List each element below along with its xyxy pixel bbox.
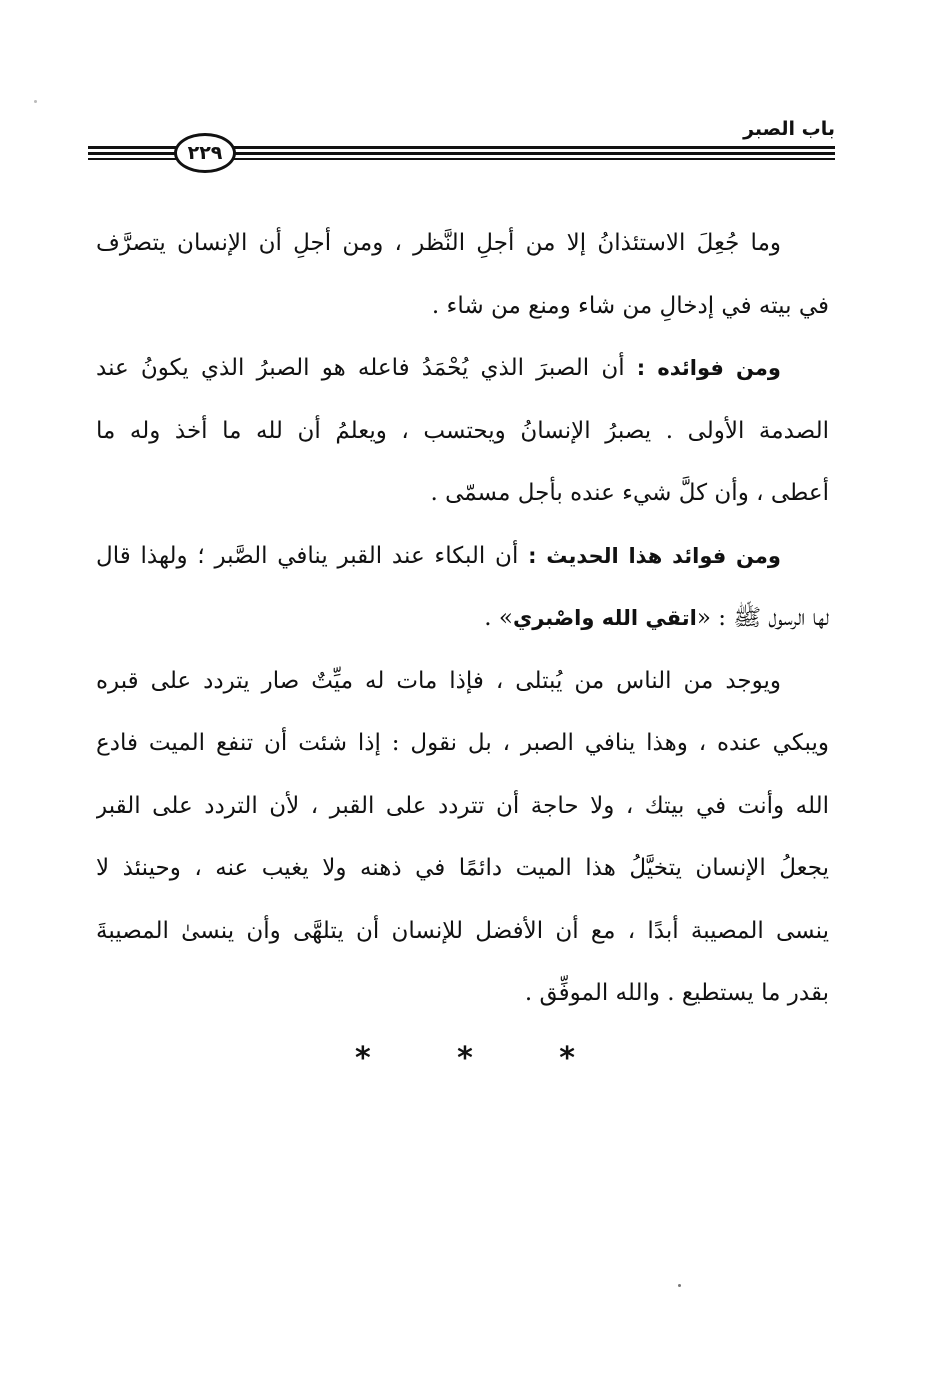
- text-line: الله وأنت في بيتك ، ولا حاجة أن تتردد على القبر ، لأن التردد على القبر: [96, 792, 829, 819]
- paragraph-lead: ومن فوائده :: [636, 356, 781, 380]
- body-text: [96, 212, 829, 1025]
- paragraph-lead: ومن فوائد هذا الحديث :: [528, 543, 781, 568]
- line-text: أن البكاء عند القبر ينافي الصَّبر ؛ ولهذا قال: [96, 542, 529, 569]
- text-line: [96, 525, 829, 588]
- hadith-quote: اتقي الله واصْبري: [512, 606, 697, 630]
- text-line: ويبكي عنده ، وهذا ينافي الصبر ، بل نقول : إذا شئت أن تنفع الميت فادع: [96, 730, 829, 756]
- text-line: [96, 587, 829, 650]
- text-line: أعطى ، وأن كلَّ شيء عنده بأجل مسمّى .: [430, 480, 829, 506]
- asterisk-mark: *: [355, 1040, 371, 1076]
- scan-speck: [678, 1284, 681, 1287]
- line-text: لها الرسول ﷺ : «: [696, 605, 829, 631]
- text-line: في بيته في إدخالِ من شاء ومنع من شاء .: [431, 292, 829, 319]
- text-line: وما جُعِلَ الاستئذانُ إلا من أجلِ النَّظر ، ومن أجلِ أن الإنسان يتصرَّف: [96, 230, 781, 256]
- page-number: ٢٢٩: [174, 133, 236, 173]
- asterisk-mark: *: [457, 1040, 473, 1076]
- text-line: يجعلُ الإنسان يتخيَّلُ هذا الميت دائمًا في ذهنه ولا يغيب عنه ، وحينئذ لا: [96, 855, 829, 881]
- scan-speck: [34, 100, 37, 103]
- text-line: الصدمة الأولى . يصبرُ الإنسانُ ويحتسب ، ويعلمُ أن لله ما أخذ وله ما: [96, 417, 829, 444]
- line-text: » .: [484, 605, 513, 631]
- chapter-title: باب الصبر: [743, 118, 835, 140]
- text-line: [96, 337, 829, 400]
- text-line: بقدر ما يستطيع . والله الموفِّق .: [524, 980, 829, 1006]
- asterisk-mark: *: [559, 1040, 575, 1076]
- section-separator: [355, 1038, 575, 1078]
- line-text: أن الصبرَ الذي يُحْمَدُ فاعله هو الصبرُ الذي يكونُ عند: [96, 355, 637, 381]
- running-header: [88, 112, 835, 178]
- text-line: ويوجد من الناس من يُبتلى ، فإذا مات له ميِّتٌ صار يتردد على قبره: [96, 667, 781, 694]
- text-line: ينسى المصيبة أبدًا ، مع أن الأفضل للإنسان أن يتلهَّى وأن ينسىٰ المصيبةَ: [96, 917, 829, 944]
